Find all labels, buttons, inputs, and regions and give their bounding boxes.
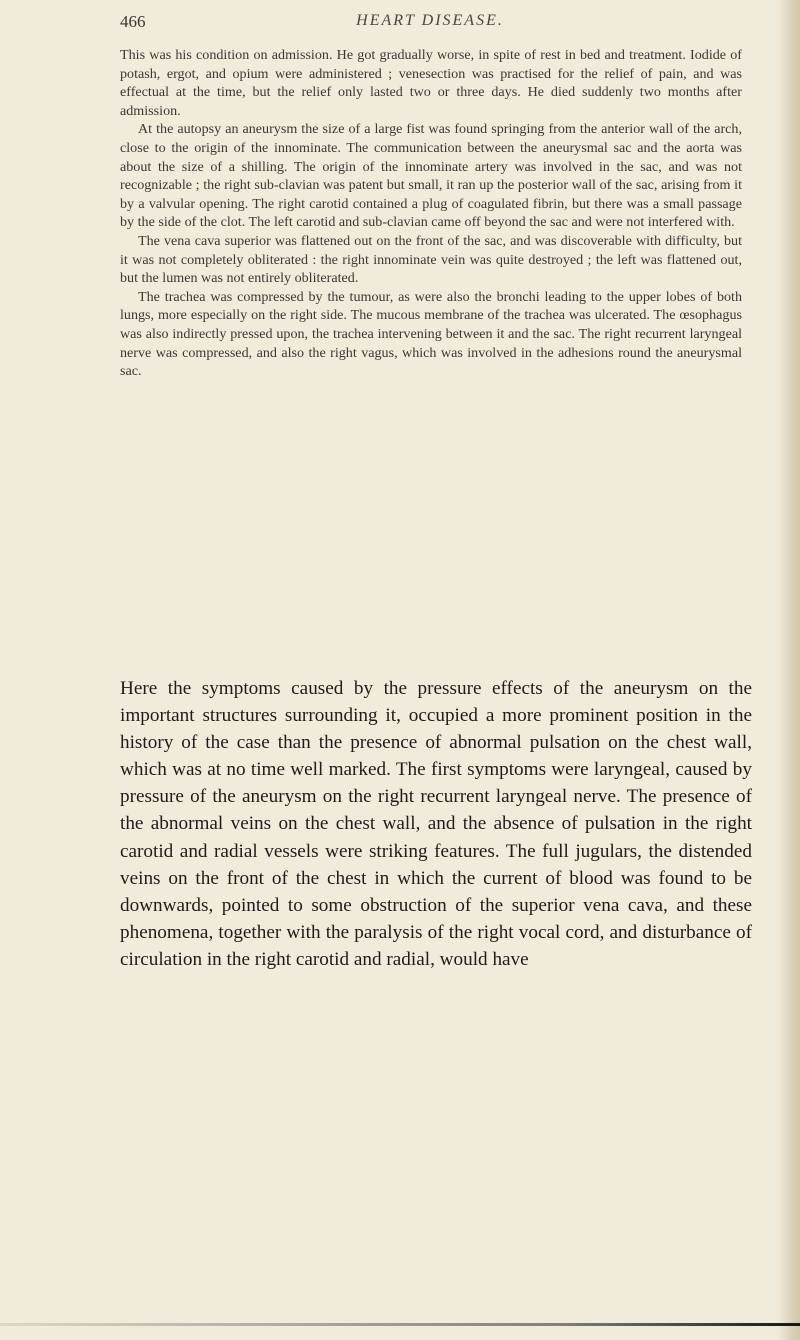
page-header (120, 12, 740, 36)
page-number: 466 (120, 12, 146, 31)
paragraph: The trachea was compressed by the tumour, as were also the bronchi leading to the upper lobes of both lungs, more especially on the right side. The mucous membrane of the trachea was ulcerated. The œsophagus was also indirectly pressed upon, the trachea intervening between it and the sac. The right recurrent laryngeal nerve was compressed, and also the right vagus, which was involved in the adhesions round the aneurysmal sac. (120, 288, 742, 380)
commentary-paragraph: Here the symptoms caused by the pressure effects of the aneurysm on the important structures surrounding it, occupied a more prominent position in the history of the case than the presence of abnormal pulsation on the chest wall, which was at no time well marked. The first symptoms were laryngeal, caused by pressure of the aneurysm on the right recurrent laryngeal nerve. The presence of the abnormal veins on the chest wall, and the absence of pulsation in the right carotid and radial vessels were striking features. The full jugulars, the distended veins on the front of the chest in which the current of blood was found to be downwards, pointed to some obstruction of the superior vena cava, and these phenomena, together with the paralysis of the right vocal cord, and disturbance of circulation in the right carotid and radial, would have (120, 678, 752, 970)
paragraph: This was his condition on admission. He got gradually worse, in spite of rest in bed and treatment. Iodide of potash, ergot, and opium were administered ; venesection was practised for the relief of pain, and was effectual at the time, but the relief only lasted two or three days. He died suddenly two months after admission. (120, 47, 742, 119)
bottom-rule (0, 1323, 800, 1326)
paragraph: The vena cava superior was flattened out on the front of the sac, and was discoverable with difficulty, but it was not completely obliterated : the right innominate vein was quite destroyed ; the left was flattened out, but the lumen was not entirely obliterated. (120, 232, 742, 287)
commentary-block (120, 675, 752, 973)
body-text (120, 46, 742, 381)
running-head: HEART DISEASE. (356, 12, 504, 29)
page-edge-shadow (778, 0, 800, 1340)
paragraph: At the autopsy an aneurysm the size of a large fist was found springing from the anterior wall of the arch, close to the origin of the innominate. The communication between the aneurysmal sac and the aorta was about the size of a shilling. The origin of the innominate artery was involved in the sac, and was not recognizable ; the right sub-clavian was patent but small, it ran up the posterior wall of the sac, arising from it by a valvular opening. The right carotid contained a plug of coagulated fibrin, but there was a small passage by the side of the clot. The left carotid and sub-clavian came off beyond the sac and were not interfered with. (120, 121, 742, 231)
